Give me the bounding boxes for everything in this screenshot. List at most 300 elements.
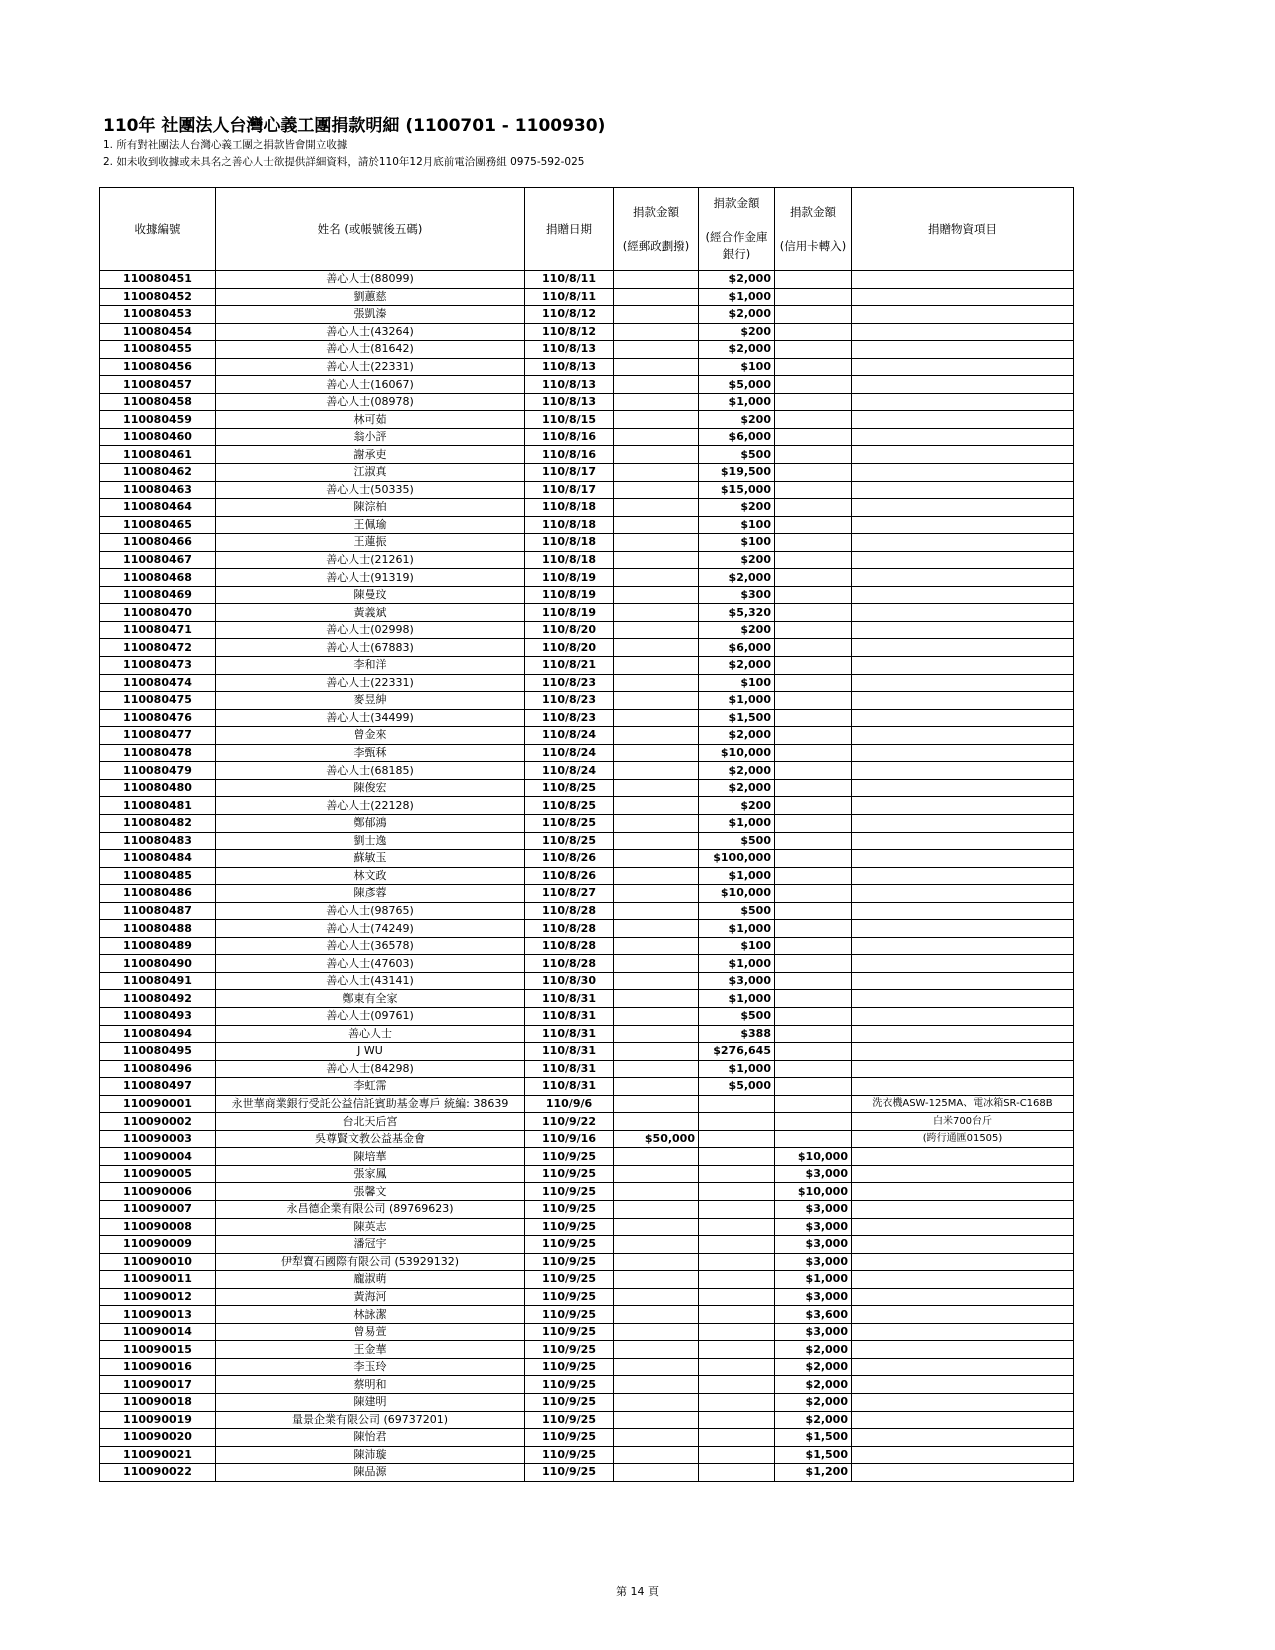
amount-postal-cell [614,1341,699,1359]
amount-bank-cell [699,1394,775,1412]
amount-bank-cell [699,1288,775,1306]
donation-date-cell: 110/8/24 [525,762,614,780]
donated-items-cell [852,1411,1074,1429]
donated-items-cell [852,481,1074,499]
donor-name-cell: 善心人士(43264) [216,323,525,341]
receipt-no-cell: 110080481 [100,797,216,815]
table-row [100,411,1074,429]
donor-name-cell: 王金華 [216,1341,525,1359]
receipt-no-cell: 110080477 [100,727,216,745]
donation-date-cell: 110/8/20 [525,621,614,639]
table-row [100,885,1074,903]
donated-items-cell [852,972,1074,990]
donated-items-cell [852,1323,1074,1341]
donor-name-cell: 善心人士(02998) [216,621,525,639]
table-row [100,1095,1074,1113]
amount-bank-cell: $2,000 [699,762,775,780]
donated-items-cell [852,499,1074,517]
amount-card-cell: $3,000 [775,1236,852,1254]
amount-card-cell [775,428,852,446]
donation-date-cell: 110/8/27 [525,885,614,903]
amount-postal-cell [614,1394,699,1412]
amount-postal-cell [614,1464,699,1482]
amount-card-cell: $1,500 [775,1446,852,1464]
table-row [100,534,1074,552]
amount-bank-cell [699,1271,775,1289]
amount-bank-cell [699,1148,775,1166]
amount-bank-cell [699,1446,775,1464]
table-row [100,657,1074,675]
amount-postal-cell [614,1411,699,1429]
receipt-no-cell: 110090010 [100,1253,216,1271]
amount-bank-cell: $10,000 [699,744,775,762]
table-row [100,937,1074,955]
amount-bank-cell [699,1376,775,1394]
donated-items-cell [852,657,1074,675]
amount-card-cell [775,727,852,745]
donor-name-cell: 陳品源 [216,1464,525,1482]
donated-items-cell [852,867,1074,885]
amount-postal-cell [614,1165,699,1183]
donated-items-cell [852,850,1074,868]
receipt-no-cell: 110080453 [100,306,216,324]
amount-postal-cell [614,1218,699,1236]
table-row [100,393,1074,411]
amount-postal-cell [614,1095,699,1113]
amount-bank-cell: $2,000 [699,341,775,359]
amount-card-cell [775,464,852,482]
table-row [100,902,1074,920]
amount-postal-cell [614,1200,699,1218]
table-row [100,972,1074,990]
donation-date-cell: 110/9/25 [525,1306,614,1324]
table-row [100,481,1074,499]
donated-items-cell [852,516,1074,534]
donated-items-cell [852,832,1074,850]
donor-name-cell: 永昌德企業有限公司 (89769623) [216,1200,525,1218]
amount-postal-cell [614,1148,699,1166]
donor-name-cell: 龐淑萌 [216,1271,525,1289]
donor-name-cell: 陳彥蓉 [216,885,525,903]
amount-postal-cell [614,551,699,569]
table-row [100,1043,1074,1061]
donation-date-cell: 110/8/28 [525,920,614,938]
donated-items-cell [852,1271,1074,1289]
donated-items-cell [852,569,1074,587]
donation-date-cell: 110/9/25 [525,1253,614,1271]
donor-name-cell: 李玉玲 [216,1358,525,1376]
amount-bank-cell: $200 [699,411,775,429]
table-row [100,692,1074,710]
table-row [100,1218,1074,1236]
donation-date-cell: 110/8/16 [525,446,614,464]
donation-date-cell: 110/8/13 [525,341,614,359]
donation-date-cell: 110/9/25 [525,1148,614,1166]
receipt-no-cell: 110090013 [100,1306,216,1324]
donation-date-cell: 110/9/25 [525,1446,614,1464]
donation-date-cell: 110/8/24 [525,744,614,762]
donor-name-cell: 陳怡君 [216,1429,525,1447]
amount-postal-cell [614,1429,699,1447]
table-row [100,1200,1074,1218]
donated-items-cell [852,586,1074,604]
donor-name-cell: 善心人士(74249) [216,920,525,938]
amount-postal-cell [614,814,699,832]
table-row [100,1078,1074,1096]
receipt-no-cell: 110080497 [100,1078,216,1096]
amount-postal-cell [614,288,699,306]
amount-bank-cell: $1,000 [699,990,775,1008]
amount-postal-cell [614,832,699,850]
table-row [100,1130,1074,1148]
receipt-no-cell: 110080456 [100,358,216,376]
amount-postal-cell [614,674,699,692]
donor-name-cell: 李和洋 [216,657,525,675]
amount-postal-cell [614,1078,699,1096]
table-row [100,1288,1074,1306]
donation-date-cell: 110/8/23 [525,674,614,692]
amount-card-cell [775,1095,852,1113]
donation-date-cell: 110/8/19 [525,569,614,587]
amount-postal-cell [614,1446,699,1464]
donation-date-cell: 110/8/28 [525,902,614,920]
amount-card-cell [775,569,852,587]
donor-name-cell: 善心人士(84298) [216,1060,525,1078]
receipt-no-cell: 110080470 [100,604,216,622]
amount-bank-cell: $100 [699,937,775,955]
receipt-no-cell: 110090003 [100,1130,216,1148]
amount-bank-cell: $500 [699,1007,775,1025]
table-row [100,850,1074,868]
amount-bank-cell [699,1464,775,1482]
table-row [100,1183,1074,1201]
table-row [100,1376,1074,1394]
donation-date-cell: 110/9/25 [525,1288,614,1306]
amount-postal-cell [614,271,699,289]
donation-date-cell: 110/8/11 [525,271,614,289]
donor-name-cell: 善心人士(67883) [216,639,525,657]
donated-items-cell [852,902,1074,920]
donor-name-cell: 善心人士(21261) [216,551,525,569]
amount-postal-cell [614,358,699,376]
amount-bank-cell: $2,000 [699,779,775,797]
donated-items-cell [852,621,1074,639]
receipt-no-cell: 110080460 [100,428,216,446]
amount-bank-cell: $500 [699,832,775,850]
receipt-no-cell: 110080462 [100,464,216,482]
receipt-no-cell: 110090014 [100,1323,216,1341]
donor-name-cell: 善心人士(22128) [216,797,525,815]
table-row [100,1060,1074,1078]
receipt-no-cell: 110080474 [100,674,216,692]
donation-date-cell: 110/9/25 [525,1200,614,1218]
table-row [100,920,1074,938]
amount-card-cell: $3,000 [775,1200,852,1218]
amount-postal-cell [614,393,699,411]
receipt-no-cell: 110080495 [100,1043,216,1061]
table-row [100,727,1074,745]
amount-postal-cell [614,1025,699,1043]
amount-card-cell [775,481,852,499]
donation-date-cell: 110/8/26 [525,850,614,868]
header-donor-name: 姓名 (或帳號後五碼) [216,188,525,271]
donated-items-cell [852,1358,1074,1376]
receipt-no-cell: 110090006 [100,1183,216,1201]
donor-name-cell: 善心人士(88099) [216,271,525,289]
amount-bank-cell [699,1165,775,1183]
amount-card-cell [775,1060,852,1078]
donor-name-cell: 善心人士(34499) [216,709,525,727]
receipt-no-cell: 110090005 [100,1165,216,1183]
amount-bank-cell: $100 [699,674,775,692]
amount-postal-cell [614,885,699,903]
donor-name-cell: 陳沛璇 [216,1446,525,1464]
table-row [100,306,1074,324]
amount-postal-cell [614,1060,699,1078]
donor-name-cell: 張家鳳 [216,1165,525,1183]
amount-bank-cell: $500 [699,446,775,464]
receipt-no-cell: 110090007 [100,1200,216,1218]
header-receipt-no: 收據編號 [100,188,216,271]
amount-card-cell [775,586,852,604]
amount-card-cell [775,814,852,832]
amount-bank-cell [699,1130,775,1148]
donation-date-cell: 110/8/17 [525,481,614,499]
amount-card-cell [775,1113,852,1131]
receipt-no-cell: 110090004 [100,1148,216,1166]
amount-postal-cell [614,990,699,1008]
amount-card-cell [775,885,852,903]
donor-name-cell: 吳尊賢文教公益基金會 [216,1130,525,1148]
amount-card-cell [775,551,852,569]
receipt-no-cell: 110080461 [100,446,216,464]
table-row [100,358,1074,376]
donation-date-cell: 110/9/25 [525,1464,614,1482]
donor-name-cell: 劉蕙慈 [216,288,525,306]
amount-bank-cell: $2,000 [699,569,775,587]
amount-bank-cell: $10,000 [699,885,775,903]
donated-items-cell [852,762,1074,780]
donation-date-cell: 110/8/13 [525,376,614,394]
donated-items-cell [852,692,1074,710]
donor-name-cell: 王蓮振 [216,534,525,552]
amount-bank-cell [699,1306,775,1324]
donor-name-cell: J WU [216,1043,525,1061]
receipt-no-cell: 110080483 [100,832,216,850]
amount-postal-cell [614,972,699,990]
amount-card-cell: $2,000 [775,1358,852,1376]
amount-bank-cell: $1,000 [699,814,775,832]
donated-items-cell [852,464,1074,482]
amount-card-cell [775,499,852,517]
amount-bank-cell [699,1323,775,1341]
table-row [100,1411,1074,1429]
receipt-no-cell: 110080451 [100,271,216,289]
amount-card-cell [775,288,852,306]
table-row [100,1253,1074,1271]
donation-date-cell: 110/8/20 [525,639,614,657]
donor-name-cell: 潘冠宇 [216,1236,525,1254]
table-row [100,551,1074,569]
donor-name-cell: 林可茹 [216,411,525,429]
receipt-no-cell: 110090020 [100,1429,216,1447]
amount-postal-cell [614,1323,699,1341]
amount-postal-cell [614,586,699,604]
amount-card-cell [775,306,852,324]
amount-card-cell [775,937,852,955]
amount-card-cell [775,972,852,990]
amount-bank-cell: $200 [699,499,775,517]
amount-bank-cell [699,1200,775,1218]
donated-items-cell [852,428,1074,446]
amount-postal-cell [614,341,699,359]
donor-name-cell: 蘇敏玉 [216,850,525,868]
amount-postal-cell [614,534,699,552]
donor-name-cell: 張凱溱 [216,306,525,324]
donor-name-cell: 善心人士(98765) [216,902,525,920]
amount-bank-cell: $500 [699,902,775,920]
amount-card-cell: $3,000 [775,1253,852,1271]
donated-items-cell [852,1376,1074,1394]
donation-date-cell: 110/8/18 [525,499,614,517]
donor-name-cell: 鄭東有全家 [216,990,525,1008]
donation-date-cell: 110/9/16 [525,1130,614,1148]
donor-name-cell: 善心人士(47603) [216,955,525,973]
amount-bank-cell: $2,000 [699,727,775,745]
table-row [100,341,1074,359]
donated-items-cell [852,1394,1074,1412]
page-number: 第 14 頁 [616,1585,659,1598]
amount-card-cell [775,534,852,552]
receipt-no-cell: 110080464 [100,499,216,517]
table-row [100,1341,1074,1359]
table-row [100,1236,1074,1254]
donation-date-cell: 110/8/18 [525,534,614,552]
receipt-no-cell: 110080490 [100,955,216,973]
donor-name-cell: 善心人士(08978) [216,393,525,411]
amount-card-cell [775,358,852,376]
amount-postal-cell: $50,000 [614,1130,699,1148]
amount-card-cell: $1,000 [775,1271,852,1289]
amount-postal-cell [614,376,699,394]
table-row [100,1394,1074,1412]
donation-date-cell: 110/8/31 [525,1007,614,1025]
amount-postal-cell [614,464,699,482]
amount-postal-cell [614,499,699,517]
donor-name-cell: 陳曼玟 [216,586,525,604]
amount-postal-cell [614,867,699,885]
donated-items-cell [852,709,1074,727]
donated-items-cell [852,797,1074,815]
table-row [100,1358,1074,1376]
amount-postal-cell [614,902,699,920]
amount-postal-cell [614,1358,699,1376]
table-row [100,1446,1074,1464]
amount-bank-cell: $200 [699,551,775,569]
amount-postal-cell [614,481,699,499]
table-row [100,516,1074,534]
amount-postal-cell [614,762,699,780]
donor-name-cell: 善心人士(22331) [216,358,525,376]
donation-date-cell: 110/8/18 [525,516,614,534]
donation-date-cell: 110/8/31 [525,1060,614,1078]
amount-postal-cell [614,1376,699,1394]
table-row [100,1464,1074,1482]
table-row [100,814,1074,832]
donor-name-cell: 善心人士(68185) [216,762,525,780]
amount-bank-cell: $3,000 [699,972,775,990]
donation-date-cell: 110/9/25 [525,1394,614,1412]
amount-postal-cell [614,323,699,341]
amount-card-cell [775,341,852,359]
donor-name-cell: 鄭郁鴻 [216,814,525,832]
receipt-no-cell: 110090011 [100,1271,216,1289]
amount-card-cell [775,621,852,639]
donor-name-cell: 善心人士 [216,1025,525,1043]
amount-card-cell: $3,000 [775,1323,852,1341]
amount-postal-cell [614,955,699,973]
donated-items-cell [852,779,1074,797]
amount-card-cell [775,779,852,797]
amount-bank-cell [699,1218,775,1236]
amount-postal-cell [614,1007,699,1025]
amount-bank-cell [699,1411,775,1429]
receipt-no-cell: 110080484 [100,850,216,868]
amount-bank-cell [699,1183,775,1201]
receipt-no-cell: 110090002 [100,1113,216,1131]
donation-date-cell: 110/9/25 [525,1165,614,1183]
donation-date-cell: 110/8/19 [525,604,614,622]
donated-items-cell: 白米700台斤 [852,1113,1074,1131]
donation-date-cell: 110/8/28 [525,937,614,955]
donated-items-cell [852,551,1074,569]
table-header-row [100,188,1074,271]
amount-postal-cell [614,516,699,534]
amount-postal-cell [614,727,699,745]
receipt-no-cell: 110080482 [100,814,216,832]
donor-name-cell: 善心人士(16067) [216,376,525,394]
header-amount-card: 捐款金額 (信用卡轉入) [775,188,852,271]
amount-card-cell [775,639,852,657]
receipt-no-cell: 110080488 [100,920,216,938]
receipt-no-cell: 110080480 [100,779,216,797]
table-row [100,990,1074,1008]
donation-date-cell: 110/9/25 [525,1183,614,1201]
amount-bank-cell [699,1095,775,1113]
receipt-no-cell: 110080459 [100,411,216,429]
table-row [100,1007,1074,1025]
receipt-no-cell: 110080469 [100,586,216,604]
donated-items-cell [852,411,1074,429]
donation-date-cell: 110/8/25 [525,779,614,797]
table-row [100,1113,1074,1131]
amount-card-cell [775,709,852,727]
receipt-no-cell: 110080491 [100,972,216,990]
amount-bank-cell: $1,000 [699,288,775,306]
donated-items-cell [852,990,1074,1008]
donation-date-cell: 110/9/25 [525,1271,614,1289]
amount-bank-cell: $200 [699,621,775,639]
donor-name-cell: 黃義斌 [216,604,525,622]
receipt-no-cell: 110080465 [100,516,216,534]
donated-items-cell [852,937,1074,955]
donation-date-cell: 110/8/13 [525,393,614,411]
amount-card-cell [775,1130,852,1148]
receipt-no-cell: 110080493 [100,1007,216,1025]
donated-items-cell [852,1341,1074,1359]
receipt-no-cell: 110080476 [100,709,216,727]
amount-card-cell [775,271,852,289]
